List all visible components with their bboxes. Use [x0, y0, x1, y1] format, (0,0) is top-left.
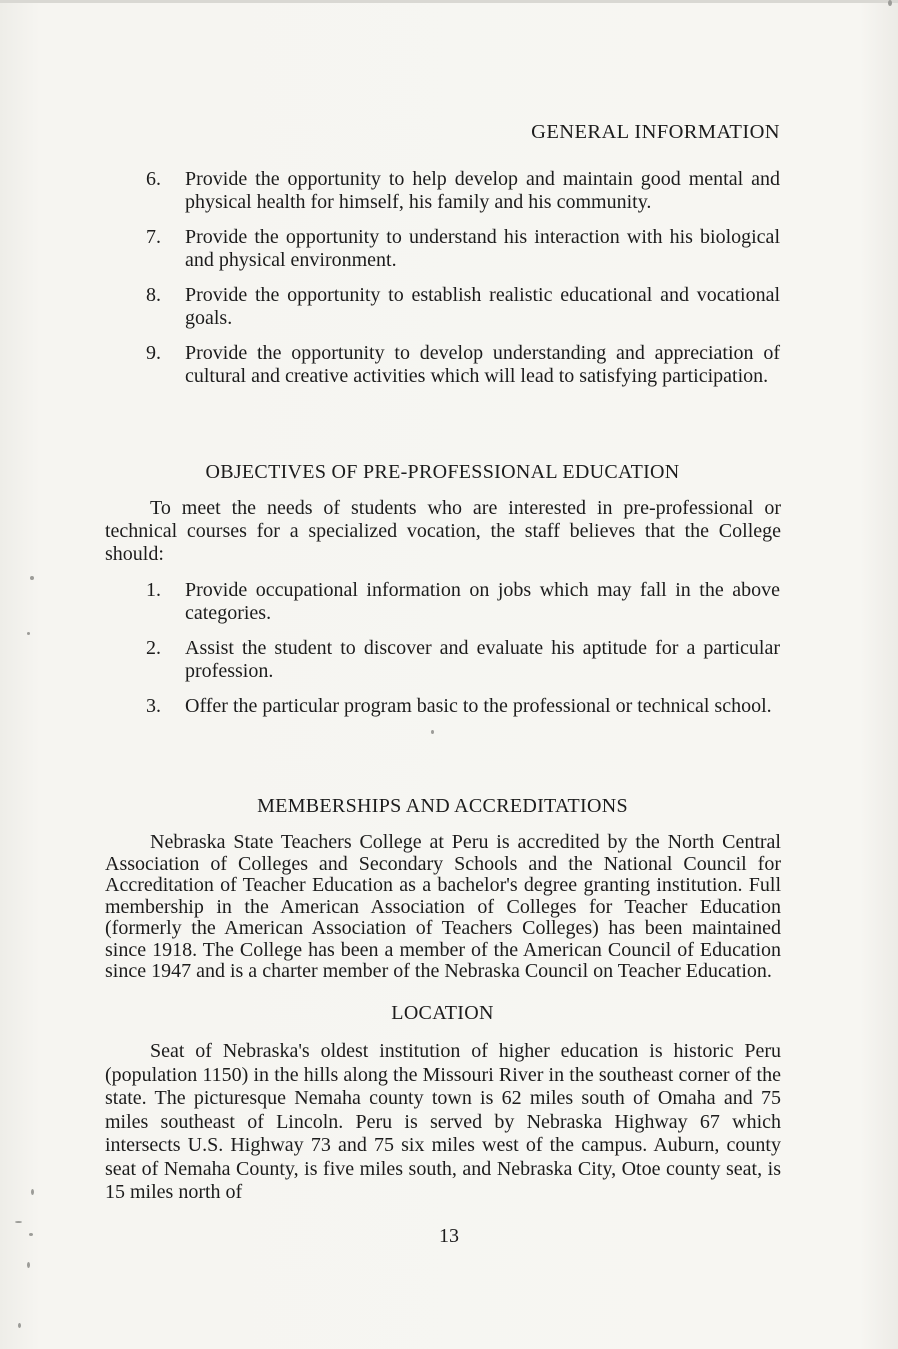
location-heading: LOCATION — [391, 1002, 494, 1024]
scan-speck — [27, 632, 30, 635]
scan-speck — [31, 1189, 34, 1195]
list-item-number: 2. — [146, 637, 161, 659]
list-item — [146, 226, 780, 272]
page-number: 13 — [439, 1225, 459, 1247]
location-paragraph: Seat of Nebraska's oldest institution of higher education is historic Peru (population 1150) in the hills along the Missouri River in the southeast corner of the state. The picturesque Nemaha county town is 62 miles south of Omaha and 75 miles southeast of Lincoln. Peru is served by Nebraska Highway 67 which intersects U.S. Highway 73 and 75 six miles west of the campus. Auburn, county seat of Nemaha County, is five miles south, and Nebraska City, Otoe county seat, is 15 miles north of — [105, 1040, 781, 1203]
list-item-text: Provide the opportunity to establish realistic educational and vocational goals. — [185, 284, 780, 329]
objectives-list — [146, 579, 780, 730]
memberships-heading: MEMBERSHIPS AND ACCREDITATIONS — [257, 795, 628, 817]
list-item-number: 9. — [146, 342, 161, 364]
page-top-edge — [0, 0, 898, 3]
list-item-number: 8. — [146, 284, 161, 306]
running-head: GENERAL INFORMATION — [531, 121, 780, 143]
list-item — [146, 695, 780, 718]
goals-list — [146, 168, 780, 400]
list-item-text: Assist the student to discover and evaluate his aptitude for a particular profession. — [185, 637, 780, 682]
scan-speck — [29, 1233, 33, 1236]
scan-speck — [15, 1221, 22, 1223]
list-item-text: Offer the particular program basic to the professional or technical school. — [185, 695, 772, 717]
objectives-intro: To meet the needs of students who are interested in pre-professional or technical courses for a specialized vocation, the staff believes that the College should: — [105, 497, 781, 565]
scan-speck — [30, 576, 34, 580]
list-item-number: 3. — [146, 695, 161, 717]
list-item-number: 7. — [146, 226, 161, 248]
list-item — [146, 342, 780, 388]
list-item — [146, 284, 780, 330]
list-item-text: Provide occupational information on jobs which may fall in the above categories. — [185, 579, 780, 624]
scan-speck — [18, 1323, 21, 1328]
memberships-paragraph: Nebraska State Teachers College at Peru is accredited by the North Central Association of Colleges and Secondary Schools and the National Council for Accreditation of Teacher Education as a bachelor's degree granting institution. Full membership in the American Association of Colleges for Teacher Education (formerly the American Association of Teachers Colleges) has been maintained since 1918. The College has been a member of the American Council of Education since 1947 and is a charter member of the Nebraska Council on Teacher Education. — [105, 831, 781, 982]
scan-speck — [27, 1262, 30, 1268]
list-item — [146, 637, 780, 683]
objectives-heading: OBJECTIVES OF PRE-PROFESSIONAL EDUCATION — [205, 461, 680, 483]
list-item-number: 6. — [146, 168, 161, 190]
list-item-text: Provide the opportunity to understand his interaction with his biological and physical environment. — [185, 226, 780, 271]
scan-speck — [888, 0, 892, 6]
list-item-text: Provide the opportunity to develop understanding and appreciation of cultural and creative activities which will lead to satisfying participation. — [185, 342, 780, 387]
list-item — [146, 168, 780, 214]
list-item-number: 1. — [146, 579, 161, 601]
scan-speck — [431, 730, 434, 734]
list-item-text: Provide the opportunity to help develop and maintain good mental and physical health for himself, his family and his community. — [185, 168, 780, 213]
list-item — [146, 579, 780, 625]
